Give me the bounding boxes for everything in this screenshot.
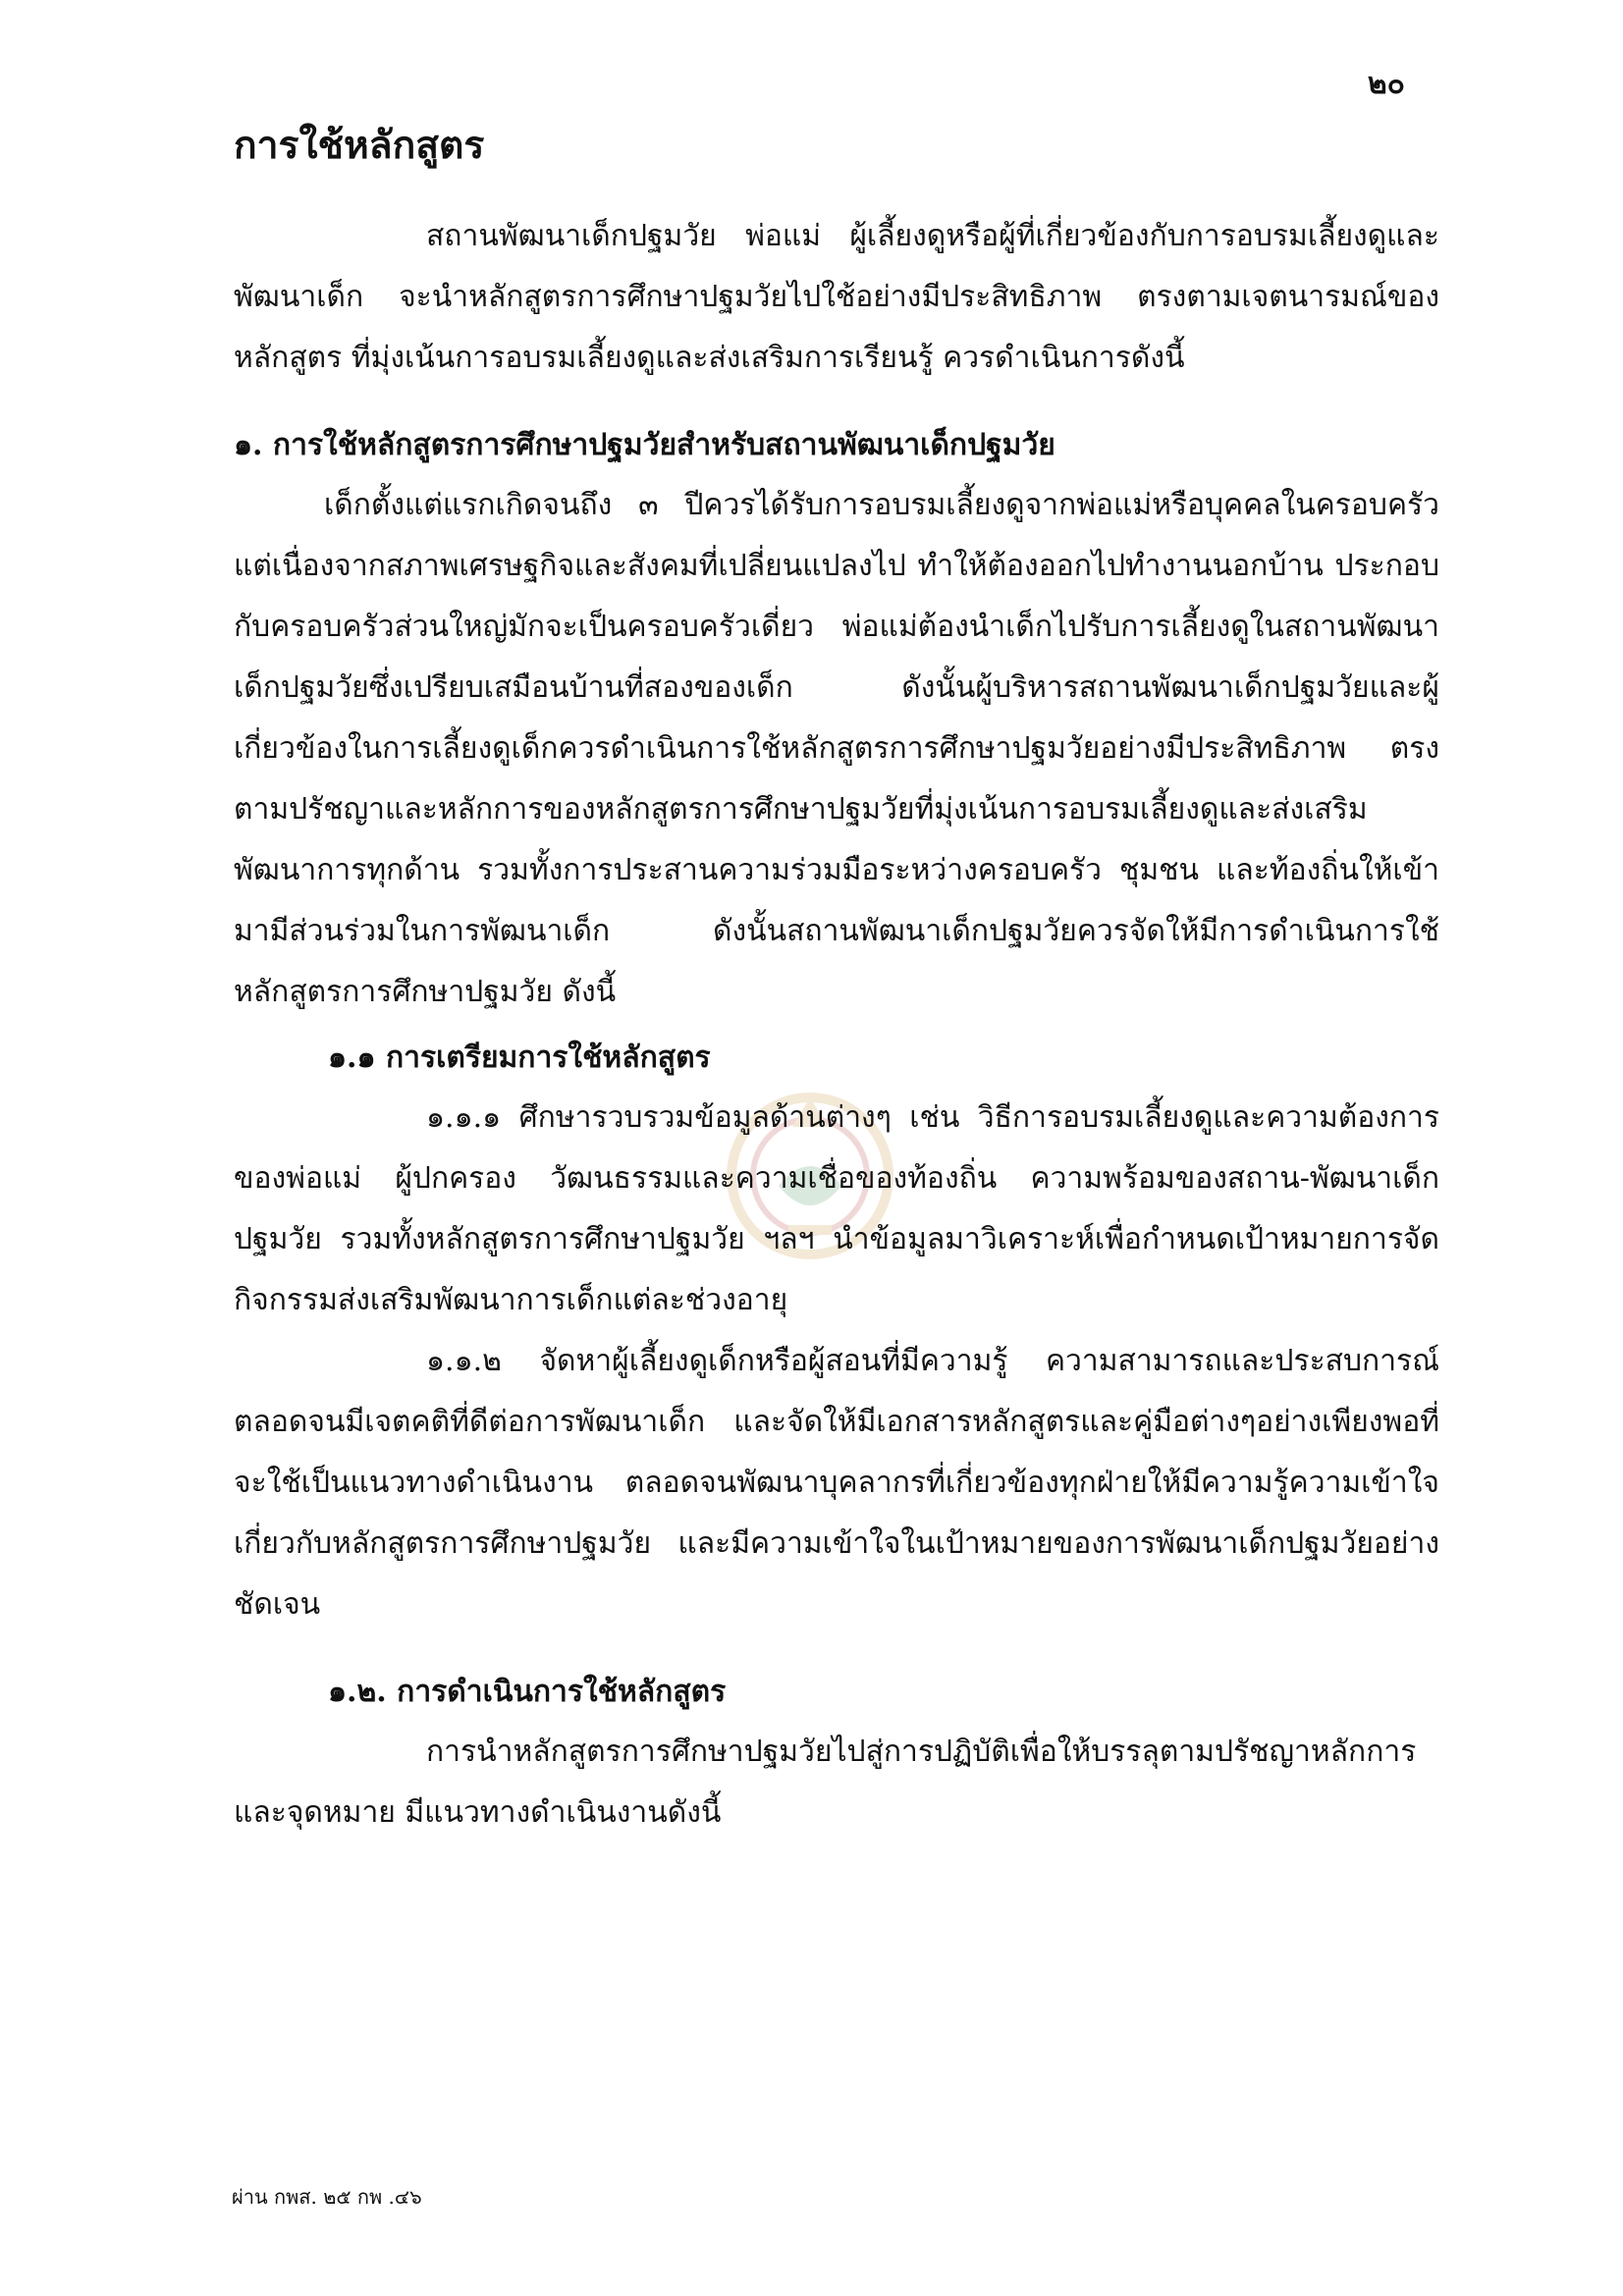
section-1-paragraph: เด็กตั้งแต่แรกเกิดจนถึง ๓ ปีควรได้รับการอบรมเลี้ยงดูจากพ่อแม่หรือบุคคลในครอบครัว แต่เนื่องจากสภาพเศรษฐกิจและสังคมที่เปลี่ยนแปลงไป ทำให้ต้องออกไปทำงานนอกบ้าน ประกอบกับครอบครัวส่วนใหญ่มักจะเป็นครอบครัวเดี่ยว พ่อแม่ต้องนำเด็กไปรับการเลี้ยงดูในสถานพัฒนาเด็กปฐมวัยซึ่งเปรียบเสมือนบ้านที่สองของเด็ก ดังนั้นผู้บริหารสถานพัฒนาเด็กปฐมวัยและผู้เกี่ยวข้องในการเลี้ยงดูเด็กควรดำเนินการใช้หลักสูตรการศึกษาปฐมวัยอย่างมีประสิทธิภาพ ตรงตามปรัชญาและหลักการของหลักสูตรการศึกษาปฐมวัยที่มุ่งเน้นการอบรมเลี้ยงดูและส่งเสริมพัฒนาการทุกด้าน รวมทั้งการประสานความร่วมมือระหว่างครอบครัว ชุมชน และท้องถิ่นให้เข้ามามีส่วนร่วมในการพัฒนาเด็ก ดังนั้นสถานพัฒนาเด็กปฐมวัยควรจัดให้มีการดำเนินการใช้หลักสูตรการศึกษาปฐมวัย ดังนี้ <box>234 488 1439 1009</box>
page-number: ๒๐ <box>1367 67 1405 101</box>
document-body <box>234 116 1439 1843</box>
section-1-1-1-paragraph: ๑.๑.๑ ศึกษารวบรวมข้อมูลด้านต่างๆ เช่น วิธีการอบรมเลี้ยงดูและความต้องการของพ่อแม่ ผู้ปกครอง วัฒนธรรมและความเชื่อของท้องถิ่น ความพร้อมของสถาน-พัฒนาเด็กปฐมวัย รวมทั้งหลักสูตรการศึกษาปฐมวัย ฯลฯ นำข้อมูลมาวิเคราะห์เพื่อกำหนดเป้าหมายการจัดกิจกรรมส่งเสริมพัฒนาการเด็กแต่ละช่วงอายุ <box>234 1100 1439 1317</box>
section-1-2-heading: ๑.๒. การดำเนินการใช้หลักสูตร <box>328 1675 727 1709</box>
page-title: การใช้หลักสูตร <box>234 123 485 168</box>
section-1-1-2-paragraph: ๑.๑.๒ จัดหาผู้เลี้ยงดูเด็กหรือผู้สอนที่มีความรู้ ความสามารถและประสบการณ์ ตลอดจนมีเจตคติที่ดีต่อการพัฒนาเด็ก และจัดให้มีเอกสารหลักสูตรและคู่มือต่างๆอย่างเพียงพอที่จะใช้เป็นแนวทางดำเนินงาน ตลอดจนพัฒนาบุคลากรที่เกี่ยวข้องทุกฝ่ายให้มีความรู้ความเข้าใจเกี่ยวกับหลักสูตรการศึกษาปฐมวัย และมีความเข้าใจในเป้าหมายของการพัฒนาเด็กปฐมวัยอย่างชัดเจน <box>234 1344 1439 1622</box>
intro-paragraph: สถานพัฒนาเด็กปฐมวัย พ่อแม่ ผู้เลี้ยงดูหรือผู้ที่เกี่ยวข้องกับการอบรมเลี้ยงดูและพัฒนาเด็ก จะนำหลักสูตรการศึกษาปฐมวัยไปใช้อย่างมีประสิทธิภาพ ตรงตามเจตนารมณ์ของหลักสูตร ที่มุ่งเน้นการอบรมเลี้ยงดูและส่งเสริมการเรียนรู้ ควรดำเนินการดังนี้ <box>234 219 1439 375</box>
section-1-2-paragraph: การนำหลักสูตรการศึกษาปฐมวัยไปสู่การปฏิบัติเพื่อให้บรรลุตามปรัชญาหลักการ และจุดหมาย มีแนวทางดำเนินงานดังนี้ <box>234 1735 1417 1830</box>
footer-note: ผ่าน กพส. ๒๕ กพ .๔๖ <box>232 2185 422 2209</box>
section-1-1-heading: ๑.๑ การเตรียมการใช้หลักสูตร <box>328 1041 711 1075</box>
section-1-heading: ๑. การใช้หลักสูตรการศึกษาปฐมวัยสำหรับสถานพัฒนาเด็กปฐมวัย <box>234 428 1055 462</box>
